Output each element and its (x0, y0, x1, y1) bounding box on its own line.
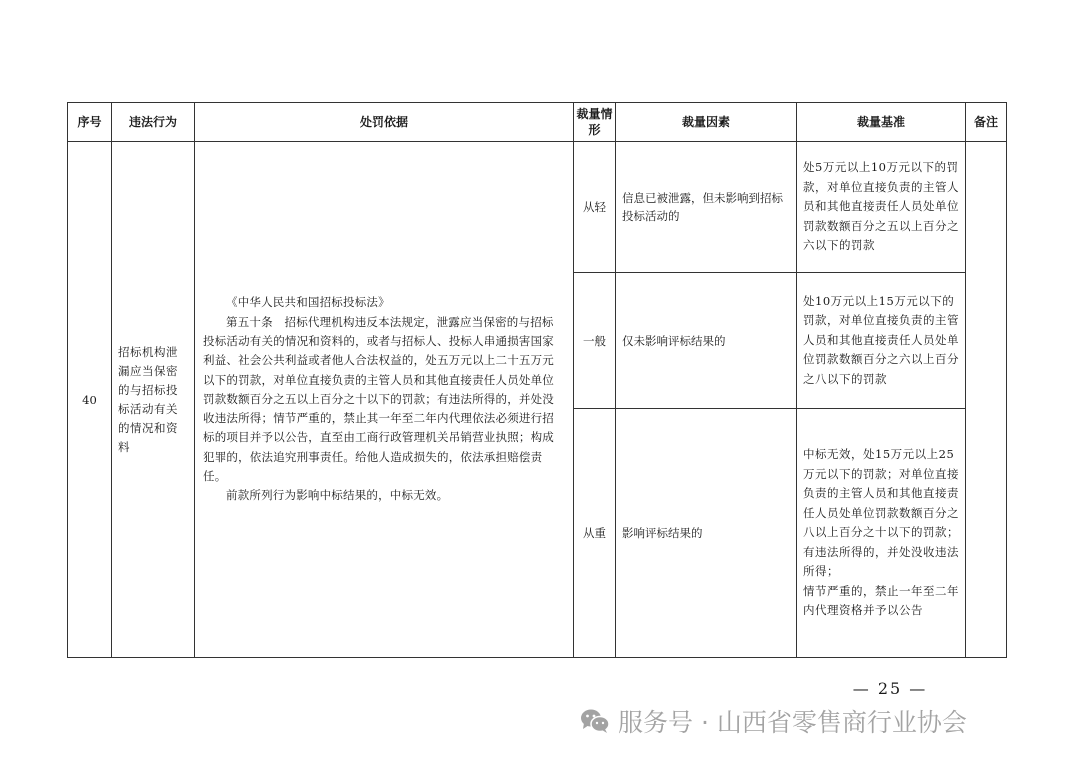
header-remark: 备注 (966, 103, 1007, 142)
watermark-text: 服务号 · 山西省零售商行业协会 (618, 708, 967, 737)
law-article: 第五十条 招标代理机构违反本法规定，泄露应当保密的与招标投标活动有关的情况和资料的，或者与招标人、投标人串通损害国家利益、社会公共利益或者他人合法权益的，处五万元以上二十五万元以下的罚款，对单位直接负责的主管人员和其他直接责任人员处单位罚款数额百分之五以上百分之十以下的罚款；有违法所得的，并处没收违法所得；情节严重的，禁止其一年至二年内代理依法必须进行招标的项目并予以公告，直至由工商行政管理机关吊销营业执照；构成犯罪的，依法追究刑事责任。给他人造成损失的，依法承担赔偿责任。 (203, 314, 554, 484)
standard-heavy-line-3: 情节严重的，禁止一年至二年内代理资格并予以公告 (803, 583, 959, 618)
header-basis: 处罚依据 (195, 103, 574, 142)
factor-heavy: 影响评标结果的 (616, 409, 797, 658)
wechat-icon (580, 708, 610, 734)
page-number: — 25 — (852, 679, 928, 698)
header-situation: 裁量情形 (574, 103, 616, 142)
situation-normal: 一般 (574, 273, 616, 409)
situation-heavy: 从重 (574, 409, 616, 658)
standard-normal (797, 273, 966, 409)
law-title: 《中华人民共和国招标投标法》 (226, 295, 390, 310)
header-act: 违法行为 (112, 103, 195, 142)
standard-heavy (797, 409, 966, 658)
watermark (580, 703, 967, 739)
standard-heavy-line-1: 中标无效，处15万元以上25万元以下的罚款；对单位直接负责的主管人员和其他直接责任人员处单位罚款数额百分之八以上百分之十以下的罚款； (803, 447, 959, 540)
header-factor: 裁量因素 (616, 103, 797, 142)
violation-act: 招标机构泄漏应当保密的与招标投标活动有关的情况和资料 (112, 142, 195, 658)
standard-normal-text: 处10万元以上15万元以下的罚款，对单位直接负责的主管人员和其他直接责任人员处单位罚款数额百分之六以上百分之八以下的罚款 (803, 293, 959, 386)
standard-heavy-line-2: 有违法所得的，并处没收违法所得； (803, 544, 959, 579)
factor-normal: 仅未影响评标结果的 (616, 273, 797, 409)
situation-light: 从轻 (574, 142, 616, 273)
header-no: 序号 (68, 103, 112, 142)
table-row (68, 142, 1007, 273)
table-header-row (68, 103, 1007, 142)
remark-cell (966, 142, 1007, 658)
header-standard: 裁量基准 (797, 103, 966, 142)
law-clause: 前款所列行为影响中标结果的，中标无效。 (226, 488, 449, 503)
penalty-basis (195, 142, 574, 658)
penalty-discretion-table (67, 102, 1007, 658)
row-number: 40 (68, 142, 112, 658)
standard-light-text: 处5万元以上10万元以下的罚款，对单位直接负责的主管人员和其他直接责任人员处单位罚款数额百分之五以上百分之六以下的罚款 (803, 160, 959, 253)
standard-light (797, 142, 966, 273)
factor-light: 信息已被泄露，但未影响到招标投标活动的 (616, 142, 797, 273)
